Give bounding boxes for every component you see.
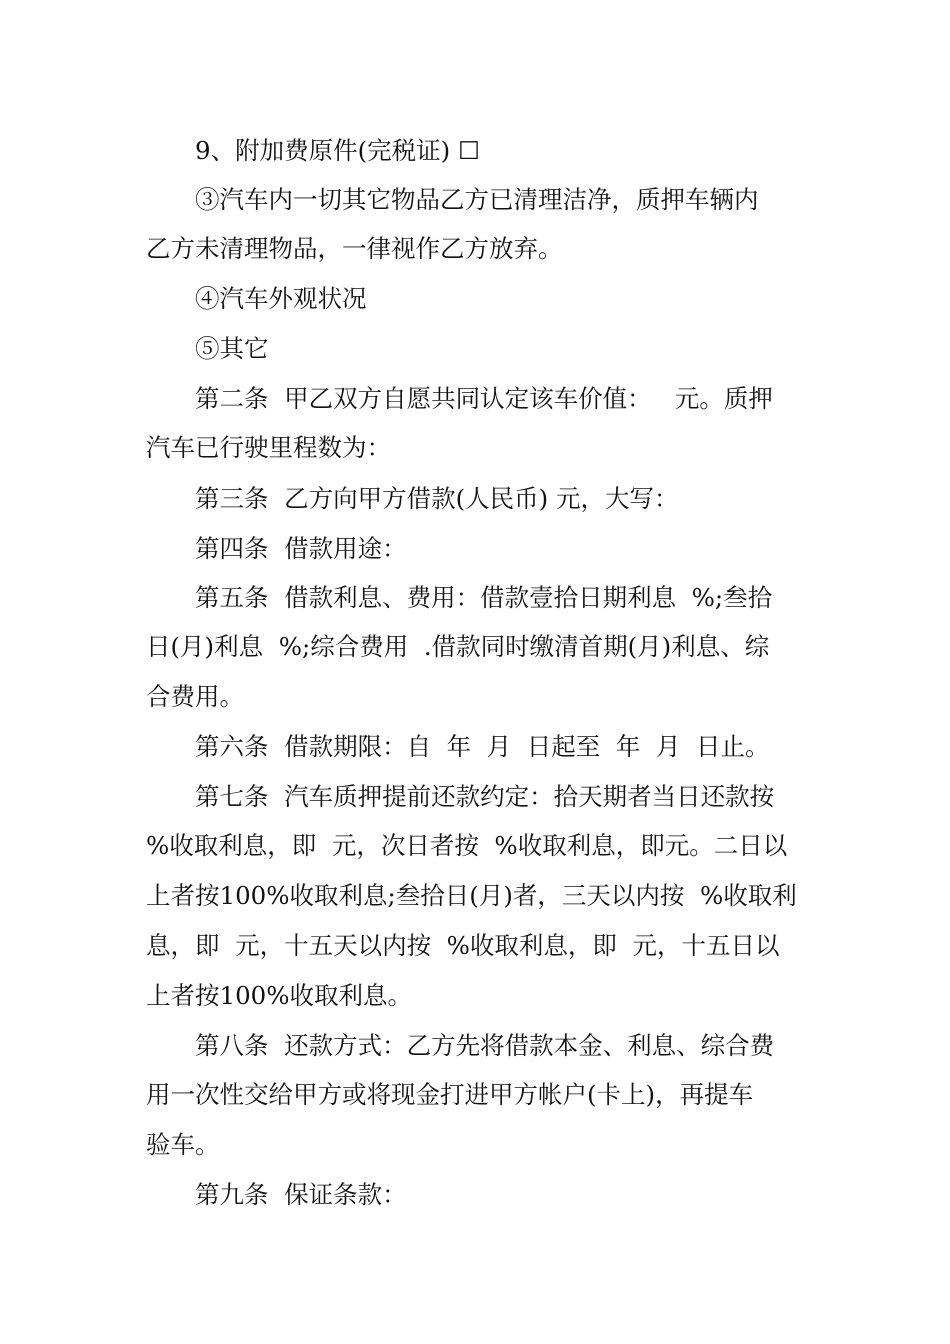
article-7-line-4: 息，即 元，十五天以内按 %收取利息，即 元，十五日以 bbox=[146, 931, 780, 960]
article-7-line-3: 上者按100%收取利息;叁拾日(月)者，三天以内按 %收取利 bbox=[146, 881, 797, 910]
article-7-line-1: 第七条 汽车质押提前还款约定：拾天期者当日还款按 bbox=[195, 782, 775, 811]
clause-item-3-line-2: 乙方未清理物品，一律视作乙方放弃。 bbox=[146, 234, 563, 263]
article-8-line-2: 用一次性交给甲方或将现金打进甲方帐户(卡上)，再提车 bbox=[146, 1080, 754, 1109]
item-9-attachment-fee: 9、附加费原件(完税证) ☐ bbox=[195, 136, 480, 165]
clause-item-4: ④汽车外观状况 bbox=[195, 284, 367, 313]
clause-item-3-line-1: ③汽车内一切其它物品乙方已清理洁净，质押车辆内 bbox=[195, 185, 759, 214]
article-2-line-1: 第二条 甲乙双方自愿共同认定该车价值： 元。质押 bbox=[195, 384, 773, 413]
article-2-line-2: 汽车已行驶里程数为： bbox=[146, 433, 391, 462]
article-9: 第九条 保证条款： bbox=[195, 1180, 407, 1209]
article-6: 第六条 借款期限：自 年 月 日起至 年 月 日止。 bbox=[195, 732, 770, 761]
article-5-line-2: 日(月)利息 %;综合费用 .借款同时缴清首期(月)利息、综 bbox=[146, 632, 770, 661]
article-5-line-1: 第五条 借款利息、费用：借款壹拾日期利息 %;叁拾 bbox=[195, 583, 773, 612]
clause-item-5: ⑤其它 bbox=[195, 334, 269, 363]
article-3: 第三条 乙方向甲方借款(人民币) 元，大写： bbox=[195, 484, 679, 513]
article-7-line-5: 上者按100%收取利息。 bbox=[146, 981, 413, 1010]
article-5-line-3: 合费用。 bbox=[146, 682, 244, 711]
article-8-line-1: 第八条 还款方式：乙方先将借款本金、利息、综合费 bbox=[195, 1031, 775, 1060]
article-8-line-3: 验车。 bbox=[146, 1130, 220, 1159]
article-7-line-2: %收取利息，即 元，次日者按 %收取利息，即元。二日以 bbox=[146, 831, 788, 860]
article-4: 第四条 借款用途： bbox=[195, 534, 407, 563]
